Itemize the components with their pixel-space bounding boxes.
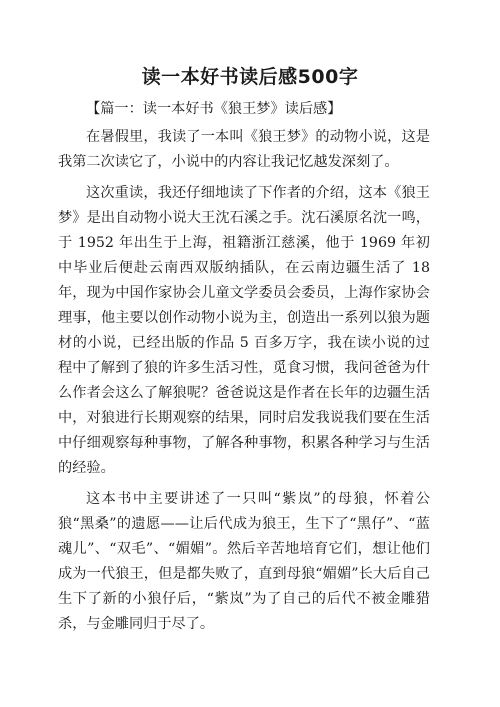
paragraph-3: 这本书中主要讲述了一只叫“紫岚”的母狼，怀着公狼“黑桑”的遗愿——让后代成为狼王，生下了“黑仔”、“蓝魂儿”、“双毛”、“媚媚”。然后辛苦地培育它们，想让他们成为一代狼王，但是都失败了，直到母狼“媚媚”长大后自己生下了新的小狼仔后，“紫岚”为了自己的后代不被金雕猎杀，与金雕同归于尽了。: [58, 491, 430, 632]
paragraph-1: 在暑假里，我读了一本叫《狼王梦》的动物小说，这是我第二次读它了，小说中的内容让我记忆越发深刻了。: [58, 129, 430, 170]
paragraph-2: 这次重读，我还仔细地读了下作者的介绍，这本《狼王梦》是出自动物小说大王沈石溪之手。沈石溪原名沈一鸣，于 1952 年出生于上海，祖籍浙江慈溪，他于 1969 年初中毕业后便赴云南西双版纳插队，在云南边疆生活了 18 年，现为中国作家协会儿童文学委员会委员，上海作家协会理事，他主要以创作动物小说为主，创造出一系列以狼为题材的小说，已经出版的作品 5 百多万字，我在读小说的过程中了解到了狼的许多生活习性，觅食习惯，我问爸爸为什么作者会这么了解狼呢？爸爸说这是作者在长年的边疆生活中，对狼进行长期观察的结果，同时启发我说我们要在生活中仔细观察每种事物，了解各种事物，积累各种学习与生活的经验。: [58, 185, 430, 476]
document-title: 读一本好书读后感500字: [141, 66, 359, 88]
section-heading: 【篇一：读一本好书《狼王梦》读后感】: [86, 101, 342, 117]
document-body: [58, 97, 430, 637]
